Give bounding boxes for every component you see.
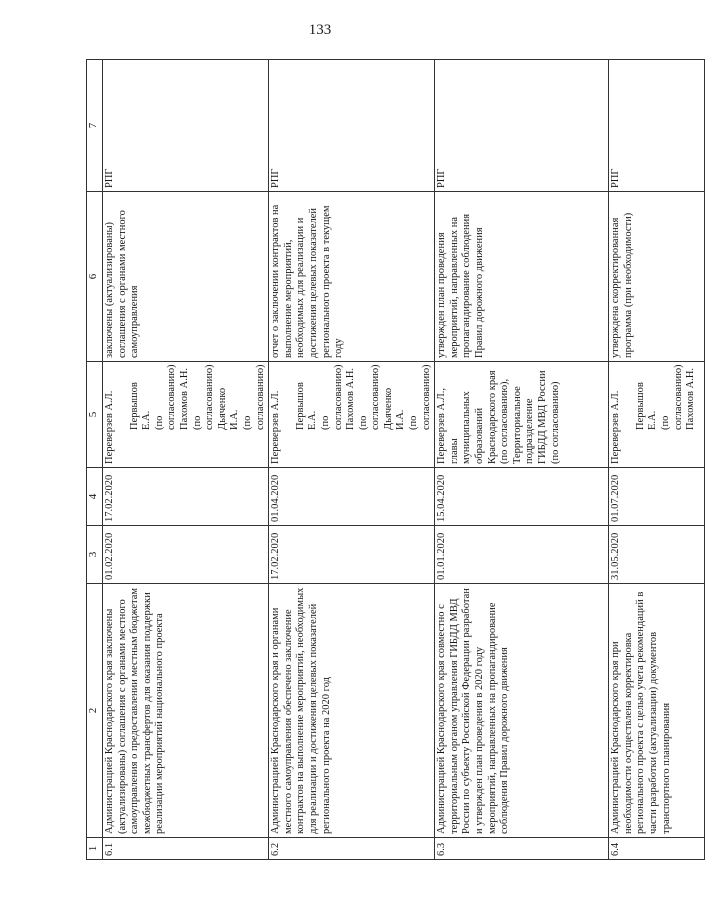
- start-date-cell: 17.02.2020: [269, 526, 435, 584]
- table-row: [609, 60, 705, 860]
- table-row: [103, 60, 269, 860]
- row-number: 6.1: [103, 838, 269, 860]
- result-cell: утвержден план проведения мероприятий, направленных на пропагандирование соблюдения Правил дорожного движения: [435, 192, 609, 362]
- lead-responsible: Переверзев А.Л.: [104, 390, 115, 464]
- action-cell: Администрацией Краснодарского края совместно с территориальным органом управления ГИБДД МВД России по субъекту Российской Федерации разработан и утвержден план проведения в 2020 году мероприятий, направленных на пропагандирование соблюдения Правил дорожного движения: [435, 584, 609, 838]
- plan-table: [86, 59, 705, 860]
- end-date-cell: 17.02.2020: [103, 468, 269, 526]
- header-col-4: 4: [87, 468, 103, 526]
- executor: Пахомов А.Н.: [178, 367, 190, 430]
- executor: Первышов Е.А.: [128, 382, 153, 430]
- row-number: 6.2: [269, 838, 435, 860]
- row-number: 6.3: [435, 838, 609, 860]
- executor: (по согласованию): [408, 364, 432, 430]
- executor: (по согласованию): [241, 364, 266, 430]
- lead-responsible: Переверзев А.Л.: [610, 390, 622, 464]
- table-row: [269, 60, 435, 860]
- executors-list: [129, 365, 268, 464]
- start-date-cell: 31.05.2020: [609, 526, 705, 584]
- end-date-cell: 01.07.2020: [609, 468, 705, 526]
- action-cell: Администрацией Краснодарского края и органами местного самоуправления обеспечено заключение контрактов на выполнение мероприятий, необходимых для реализации и достижения целевых показателей регионального проекта на 2020 год: [269, 584, 435, 838]
- executor: Пахомов А.Н.: [685, 367, 697, 430]
- control-level-cell: РПГ: [435, 60, 609, 192]
- executor: (по согласованию): [153, 364, 178, 430]
- control-level-cell: РПГ: [609, 60, 705, 192]
- page-number: 133: [308, 22, 332, 38]
- executors-list: [635, 365, 698, 464]
- header-col-3: 3: [87, 526, 103, 584]
- responsible-cell: [609, 362, 705, 468]
- executor: Дьяченко И.А.: [216, 387, 241, 430]
- action-cell: Администрацией Краснодарского края при необходимости осуществлена корректировка регионального проекта с целью учета рекомендаций в части разработки (актуализации) документов транспортного планирования: [609, 584, 705, 838]
- table-row: [435, 60, 609, 860]
- action-cell: Администрацией Краснодарского края заключены (актуализированы) соглашения с органами местного самоуправления о предоставлении местным бюджетам межбюджетных трансфертов для оказания поддержки реализации мероприятий национального проекта: [103, 584, 269, 838]
- executor: (по согласованию): [357, 364, 382, 430]
- control-level-cell: РПГ: [269, 60, 435, 192]
- control-level-cell: РПГ: [103, 60, 269, 192]
- end-date-cell: 15.04.2020: [435, 468, 609, 526]
- responsible-cell: [103, 362, 269, 468]
- start-date-cell: 01.01.2020: [435, 526, 609, 584]
- header-col-7: 7: [87, 60, 103, 192]
- responsible-cell: Переверзев А.Л., главы муниципальных образований Краснодарского края (по согласованию), Территориальное подразделение ГИБДД МВД России (по согласованию): [435, 362, 609, 468]
- executor: Первышов Е.А.: [294, 382, 319, 430]
- result-cell: заключены (актуализированы) соглашения с органами местного самоуправления: [103, 192, 269, 362]
- header-col-5: 5: [87, 362, 103, 468]
- start-date-cell: 01.02.2020: [103, 526, 269, 584]
- end-date-cell: 01.04.2020: [269, 468, 435, 526]
- executor: (по согласованию): [191, 364, 216, 430]
- header-row: [87, 60, 103, 860]
- executor: Дьяченко И.А.: [382, 387, 407, 430]
- responsible-cell: [269, 362, 435, 468]
- executor: (по согласованию): [319, 364, 344, 430]
- executors-list: [295, 365, 434, 464]
- header-col-2: 2: [87, 584, 103, 838]
- result-cell: отчет о заключении контрактов на выполнение мероприятий, необходимых для реализации и достижения целевых показателей регионального проекта в текущем году: [269, 192, 435, 362]
- header-col-1: 1: [87, 838, 103, 860]
- result-cell: утверждена скорректированная программа (при необходимости): [609, 192, 705, 362]
- executor: Пахомов А.Н.: [345, 367, 357, 430]
- row-number: 6.4: [609, 838, 705, 860]
- table-header: [87, 60, 103, 860]
- header-col-6: 6: [87, 192, 103, 362]
- executor: Первышов Е.А.: [634, 382, 659, 430]
- rotated-table-wrapper: [86, 60, 697, 860]
- executor: (по согласованию): [660, 364, 684, 430]
- lead-responsible: Переверзев А.Л.: [270, 390, 282, 464]
